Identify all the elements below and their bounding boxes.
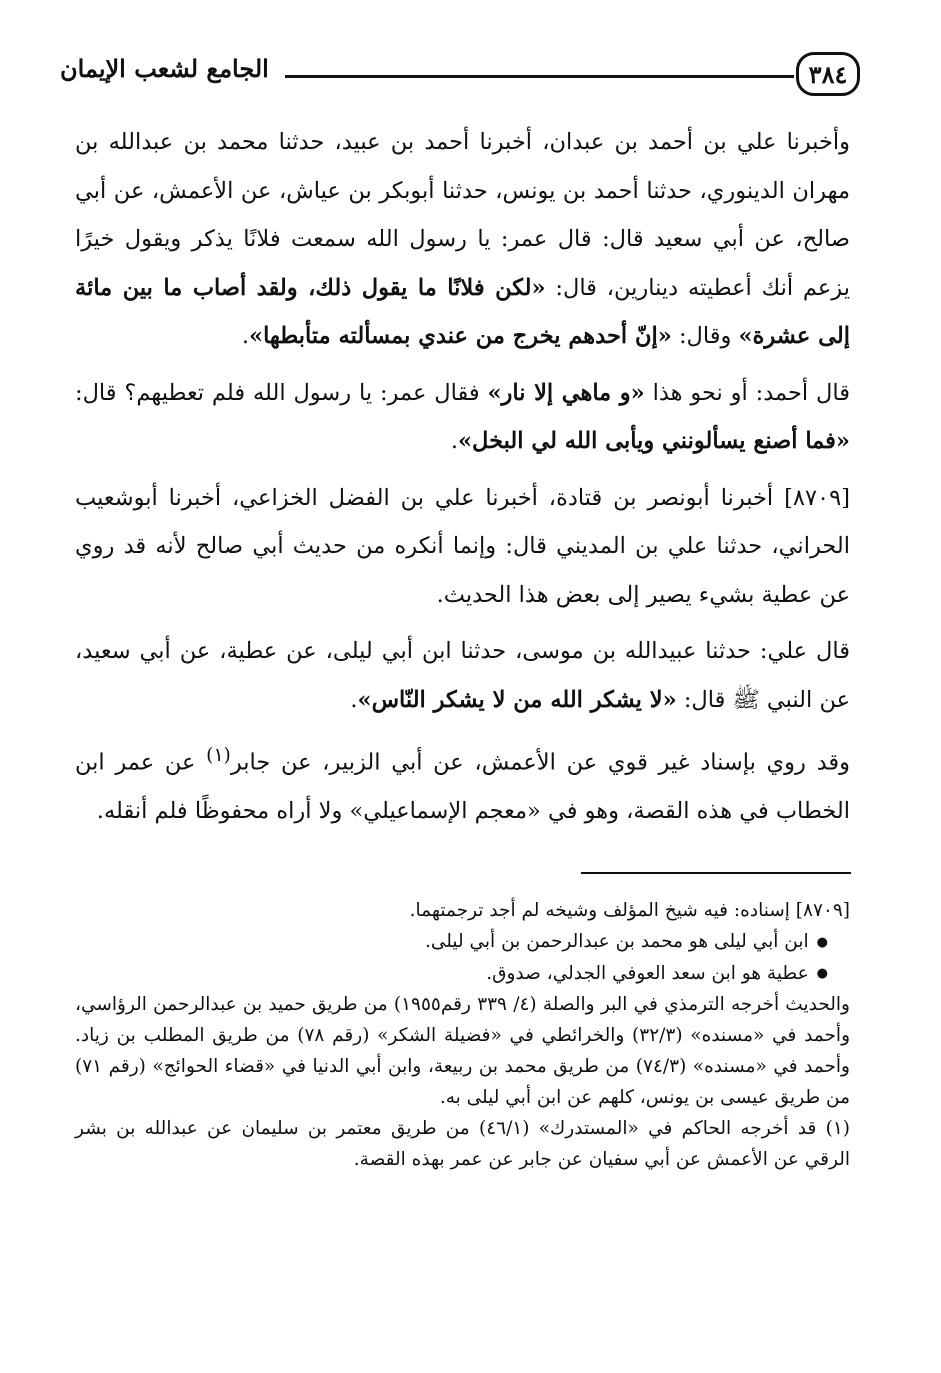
text-run: وقال: (671, 323, 739, 349)
text-run: عن عمر ابن الخطاب في هذه القصة، وهو في «معجم الإسماعيلي» ولا أراه محفوظًا فلم أنقله. (75, 749, 850, 824)
hadith-quote: «لا يشكر الله من لا يشكر النّاس» (357, 686, 677, 713)
paragraph-1 (75, 118, 850, 361)
text-run: . (450, 428, 458, 454)
footnote-isnad: [٨٧٠٩] إسناده: فيه شيخ المؤلف وشيخه لم أجد ترجمتهما. (409, 900, 850, 921)
paragraph-3: [٨٧٠٩] أخبرنا أبونصر بن قتادة، أخبرنا علي بن الفضل الخزاعي، أخبرنا أبوشعيب الحراني، حدثنا علي بن المديني قال: وإنما أنكره من حديث أبي صالح لأنه قد روي عن عطية بشيء يصير إلى بعض هذا الحديث. (75, 484, 850, 608)
text-run: قال أحمد: أو نحو هذا (644, 379, 850, 406)
text-run: . (241, 323, 249, 349)
paragraph-5 (75, 732, 850, 836)
page-number-badge: ٣٨٤ (796, 52, 860, 96)
footnote-separator (581, 872, 851, 874)
text-run: وأخبرنا علي بن أحمد بن عبدان، أخبرنا أحمد بن عبيد، حدثنا محمد بن عبدالله بن مهران الدينوري، حدثنا أحمد بن يونس، حدثنا أبوبكر بن عياش، عن الأعمش، عن أبي صالح، عن أبي سعيد قال: قال عمر: يا رسول الله سمعت فلانًا يذكر ويقول خيرًا يزعم أنك أعطيته دينارين، قال: (75, 129, 850, 301)
text-run: قال علي: حدثنا عبيدالله بن موسى، حدثنا ابن أبي ليلى، عن عطية، عن أبي سعيد، عن النبي ﷺ قال: (75, 638, 850, 713)
footnote-takhrij: والحديث أخرجه الترمذي في البر والصلة (٤/ ٣٣٩ رقم١٩٥٥) من طريق حميد بن عبدالرحمن الرؤاسي، وأحمد في «مسنده» (٣٢/٣) والخرائطي في «فضيلة الشكر» (رقم ٧٨) من طريق المطلب بن زياد. وأحمد في «مسنده» (٧٤/٣) من طريق محمد بن ربيعة، وابن أبي الدنيا في «قضاء الحوائج» (رقم ٧١) من طريق عيسى بن يونس، كلهم عن ابن أبي ليلى به. (75, 994, 850, 1108)
hadith-quote: «و ماهي إلا نار» (487, 379, 645, 406)
book-title: الجامع لشعب الإيمان (60, 54, 269, 83)
main-text (75, 118, 850, 844)
hadith-quote: «لكن فلانًا ما يقول ذلك، ولقد أصاب ما بين مائة إلى عشرة» (75, 274, 850, 349)
paragraph-2 (75, 369, 850, 466)
text-run: فقال عمر: يا رسول الله فلم تعطيهم؟ قال: (75, 379, 488, 406)
page-header (60, 46, 860, 106)
footnote-bullet: ● عطية هو ابن سعد العوفي الجدلي، صدوق. (75, 958, 850, 990)
header-rule (285, 75, 794, 78)
footnote-1: (١) قد أخرجه الحاكم في «المستدرك» (٤٦/١) من طريق معتمر بن سليمان عن عبدالله بن بشر الرقي عن الأعمش عن أبي سفيان عن جابر عن عمر بهذه القصة. (75, 1118, 850, 1170)
paragraph-4 (75, 627, 850, 724)
text-run: وقد روي بإسناد غير قوي عن الأعمش، عن أبي الزبير، عن جابر (230, 749, 851, 776)
hadith-quote: «فما أصنع يسألونني ويأبى الله لي البخل» (457, 428, 850, 454)
footnote-marker: (١) (206, 745, 231, 766)
footnote-bullet: ● ابن أبي ليلى هو محمد بن عبدالرحمن بن أبي ليلى. (75, 926, 850, 958)
hadith-quote: «إنّ أحدهم يخرج من عندي بمسألته متأبطها» (249, 323, 672, 349)
footnotes (75, 895, 850, 1175)
text-run: . (350, 686, 358, 713)
